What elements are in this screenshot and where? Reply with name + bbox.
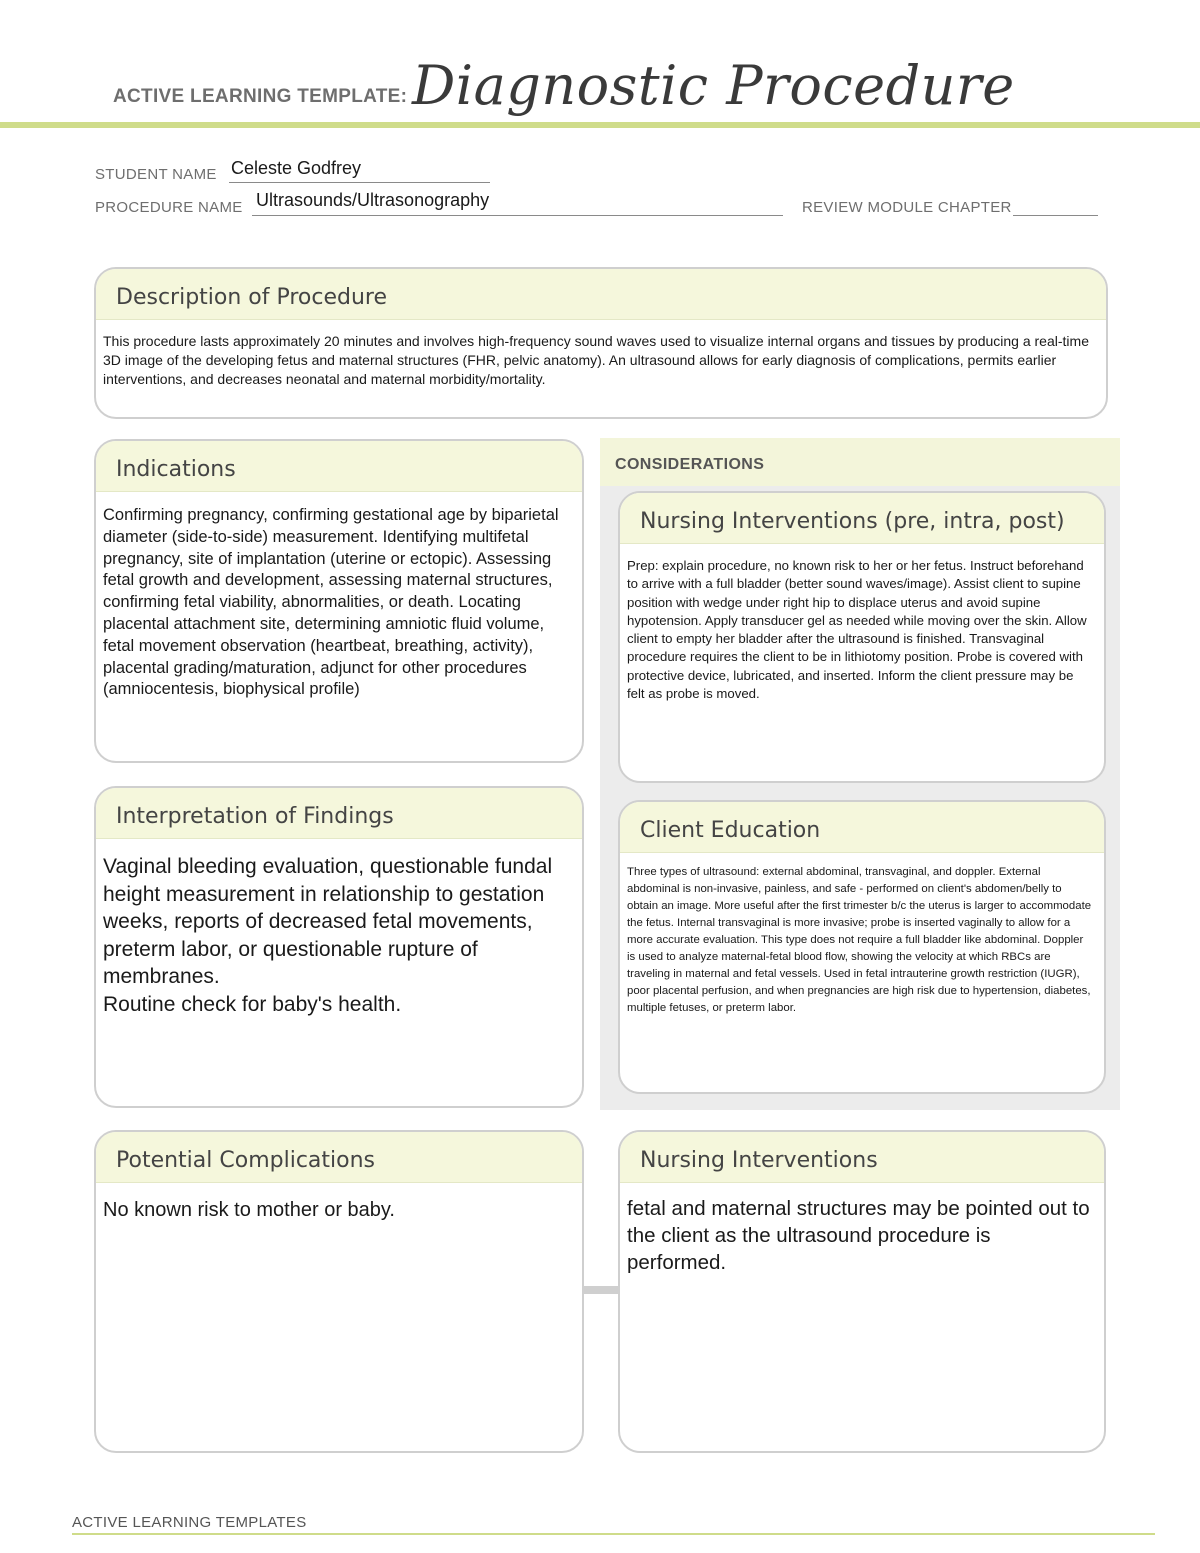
complications-text[interactable]: No known risk to mother or baby. xyxy=(103,1199,395,1221)
review-module-underline xyxy=(1013,214,1098,216)
client-education-box xyxy=(618,800,1106,1094)
footer-label: ACTIVE LEARNING TEMPLATES xyxy=(72,1514,307,1531)
interpretation-text[interactable] xyxy=(103,853,572,1018)
nursing-interventions-title: Nursing Interventions xyxy=(640,1148,878,1173)
interpretation-routine-check: Routine check for baby's health. xyxy=(103,992,402,1016)
complications-box xyxy=(94,1130,584,1453)
description-title: Description of Procedure xyxy=(116,285,388,310)
description-text[interactable]: This procedure lasts approximately 20 minutes and involves high-frequency sound waves used to visualize internal organs and tissues by producing a real-time 3D image of the developing fetus and maternal structures (FHR, pelvic anatomy). An ultrasound allows for early diagnosis of complications, permits earlier interventions, and decreases neonatal and maternal morbidity/mortality. xyxy=(103,333,1089,387)
procedure-name-underline xyxy=(252,214,783,216)
header-divider xyxy=(0,122,1200,128)
footer-divider xyxy=(72,1533,1155,1535)
client-education-text[interactable]: Three types of ultrasound: external abdominal, transvaginal, and doppler. External abdominal is non-invasive, painless, and safe - performed on client's abdomen/belly to obtain an image. More useful after the first trimester b/c the uterus is larger to accommodate the fetus. Internal transvaginal is more invasive; probe is inserted vaginally to allow for a more accurate evaluation. This type does not require a full bladder like abdominal. Doppler is used to analyze maternal-fetal blood flow, showing the velocity at which RBCs are traveling in maternal and fetal vessels. Used in fetal intrauterine growth restriction (IUGR), poor placental perfusion, and when pregnancies are high risk due to hypertension, diabetes, multiple fetuses, or preterm labor. xyxy=(627,866,1092,1014)
indications-box xyxy=(94,439,584,763)
client-education-title: Client Education xyxy=(640,818,821,843)
template-label: ACTIVE LEARNING TEMPLATE: xyxy=(113,86,408,107)
nursing-pre-intra-post-text[interactable]: Prep: explain procedure, no known risk to her or her fetus. Instruct beforehand to arrive with a full bladder (better sound waves/image). Assist client to supine position with wedge under right hip to displace uterus and avoid supine hypotension. Apply transducer gel as needed while moving over the skin. Allow client to empty her bladder after the ultrasound is finished. Transvaginal procedure requires the client to be in lithiotomy position. Probe is covered with protective device, lubricated, and inserted. Inform the client pressure may be felt as probe is moved. xyxy=(627,558,1087,702)
page-title: Diagnostic Procedure xyxy=(412,54,1015,117)
nursing-interventions-box xyxy=(618,1130,1106,1453)
student-name-underline xyxy=(229,181,490,183)
interpretation-box xyxy=(94,786,584,1108)
considerations-title: CONSIDERATIONS xyxy=(615,456,765,473)
indications-title: Indications xyxy=(116,457,236,482)
procedure-name-label: PROCEDURE NAME xyxy=(95,199,243,216)
description-box xyxy=(94,267,1108,419)
review-module-label: REVIEW MODULE CHAPTER xyxy=(802,199,1012,216)
interpretation-title: Interpretation of Findings xyxy=(116,804,394,829)
box-connector xyxy=(583,1286,621,1294)
student-name-label: STUDENT NAME xyxy=(95,166,217,183)
indications-text[interactable]: Confirming pregnancy, confirming gestational age by biparietal diameter (side-to-side) measurement. Identifying multifetal pregnancy, site of implantation (uterine or ectopic). Assessing fetal growth and development, assessing maternal structures, confirming fetal viability, abnormalities, or death. Locating placental attachment site, determining amniotic fluid volume, fetal movement observation (heartbeat, breathing, activity), placental grading/maturation, adjunct for other procedures (amniocentesis, biophysical profile) xyxy=(103,506,559,699)
student-name-field[interactable]: Celeste Godfrey xyxy=(231,158,362,178)
interpretation-findings: Vaginal bleeding evaluation, questionable fundal height measurement in relationship to gestation weeks, reports of decreased fetal movements, preterm labor, or questionable rupture of membranes. xyxy=(103,855,553,988)
nursing-pre-intra-post-box xyxy=(618,491,1106,783)
complications-title: Potential Complications xyxy=(116,1148,375,1173)
procedure-name-field[interactable]: Ultrasounds/Ultrasonography xyxy=(256,190,490,210)
nursing-interventions-text[interactable]: fetal and maternal structures may be pointed out to the client as the ultrasound procedure is performed. xyxy=(627,1197,1090,1274)
nursing-pre-intra-post-title: Nursing Interventions (pre, intra, post) xyxy=(640,509,1065,534)
